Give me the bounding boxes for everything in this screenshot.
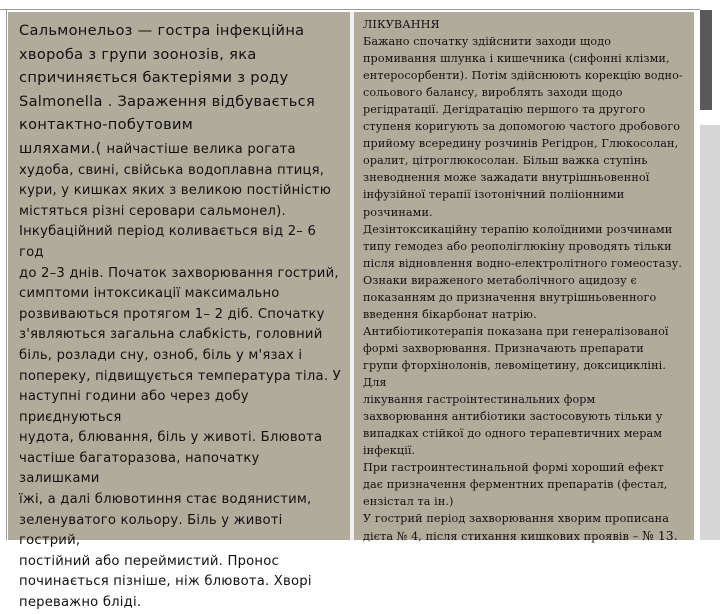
diet-number: № 13.	[641, 528, 678, 544]
description-text	[19, 19, 342, 614]
description-intro: Сальмонельоз — гостра інфекційна хвороба з групи зоонозів, яка спричиняється бактеріями з роду Salmonella . Зараження відбувається контактно-побутовим шляхами.(	[19, 22, 316, 157]
treatment-text	[363, 16, 688, 545]
treatment-body: ЛІКУВАННЯ Бажано спочатку здійснити заходи щодо промивання шлунка і кишечника (сифонні клізми, ентеросорбенти). Потім здійснюють корекцію водно- сольового балансу, вироблять заходи щодо регідратації. Дегідратацію першого та другого ступеня коригують за допомогою частого дробового прийому всередину розчинів Регідрон, Глюкосолан, оралит, цітроглюкосолан. Більш важка ступінь зневоднення може зажадати внутрішньовенної інфузійної терапії ізотонічний полііонними розчинами. Дезінтоксикаційну терапію колоїдними розчинами типу гемодез або реополіглюкіну проводять тільки після відновлення водно-електролітного гомеостазу. Ознаки вираженого метаболічного ацидозу є показанням до призначення внутрішньовенного введення бікарбонат натрію. Антибіотикотерапія показана при генералізованої формі захворювання. Призначають препарати групи фторхінолонів, левоміцетину, доксицикліні. Для лікування гастроінтестинальних форм захворювання антибіотики застосовують тільки у випадках стійкої до одного терапевтичних мерам інфекції. При гастроинтестинальной формі хороший ефект дає призначення ферментних препаратів (фестал, ензістал та ін.) У гострий період захворювання хворим прописана дієта № 4, після стихання кишкових проявів –	[363, 18, 683, 544]
slide-frame-left	[6, 9, 7, 540]
description-body: найчастіше велика рогата худоба, свині, свійська водоплавна птиця, кури, у кишках яких з великою постійністю містяться різні серовари сальмонел). Інкубаційний період коливається від 2– 6 год до 2–3 днів. Початок захворювання гострий, симптоми інтоксикації максимально розвиваються протягом 1– 2 діб. Спочатку з'являються загальна слабкість, головний біль, розлади сну, озноб, біль у м'язах і попереку, підвищується температура тіла. У наступні години або через добу приєднуються нудота, блювання, біль у животі. Блювота частіше багаторазова, напочатку залишками їжі, а далі блювотиння стає водянистим, зеленуватого кольору. Біль у животі гострий, постійний або переймистий. Пронос починається пізніше, ніж блювота. Хворі переважно бліді.	[19, 141, 341, 611]
decorative-bar-light	[700, 125, 720, 540]
treatment-panel	[354, 12, 694, 544]
slide-frame-top	[0, 9, 700, 10]
decorative-bar-dark	[700, 10, 712, 110]
salmonellosis-description-panel	[8, 12, 350, 611]
